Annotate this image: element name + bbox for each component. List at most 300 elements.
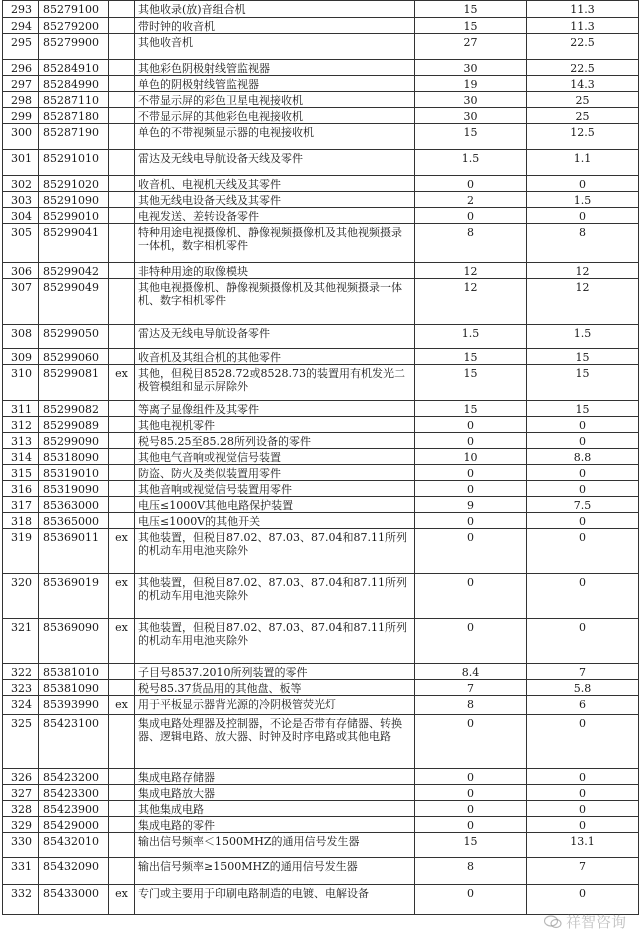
table-row — [3, 60, 639, 76]
rate-2: 0 — [579, 210, 586, 223]
rate-2: 0 — [579, 483, 586, 496]
rate-1-cell — [415, 497, 527, 513]
ex-flag-cell — [109, 574, 135, 619]
rate-1-cell — [415, 279, 527, 325]
goods-description: 带时钟的收音机 — [138, 20, 215, 33]
rate-1: 0 — [467, 717, 474, 730]
goods-description-cell — [135, 279, 415, 325]
ex-flag-cell — [109, 401, 135, 417]
goods-description: 其他彩色阴极射线管监视器 — [138, 62, 270, 75]
table-row — [3, 858, 639, 885]
tariff-table — [2, 0, 639, 915]
rate-1: 0 — [467, 515, 474, 528]
rate-2-cell — [527, 60, 639, 76]
rate-2: 25 — [575, 110, 590, 123]
table-row — [3, 769, 639, 785]
rate-1-cell — [415, 60, 527, 76]
tariff-code: 85299042 — [43, 265, 99, 278]
goods-description: 其他集成电路 — [138, 803, 204, 816]
row-number: 305 — [11, 226, 32, 239]
rate-1: 10 — [463, 451, 478, 464]
tariff-code-cell — [39, 279, 109, 325]
tariff-code-cell — [39, 664, 109, 680]
rate-1-cell — [415, 529, 527, 574]
ex-flag — [109, 513, 134, 515]
rate-1: 0 — [467, 435, 474, 448]
tariff-code: 85423200 — [43, 771, 99, 784]
row-number: 332 — [11, 887, 32, 900]
rate-2: 13.1 — [570, 835, 595, 848]
rate-2: 0 — [579, 803, 586, 816]
tariff-code: 85423100 — [43, 717, 99, 730]
table-row — [3, 1, 639, 18]
goods-description-cell — [135, 92, 415, 108]
rate-2-cell — [527, 92, 639, 108]
rate-2-cell — [527, 619, 639, 664]
tariff-code-cell — [39, 34, 109, 60]
ex-flag-cell — [109, 833, 135, 858]
ex-flag-cell — [109, 263, 135, 279]
rate-1: 0 — [467, 467, 474, 480]
tariff-code: 85365000 — [43, 515, 99, 528]
rate-2: 1.5 — [573, 194, 592, 207]
rate-2-cell — [527, 150, 639, 176]
rate-1-cell — [415, 192, 527, 208]
goods-description-cell — [135, 325, 415, 349]
tariff-code: 85284990 — [43, 78, 99, 91]
rate-2-cell — [527, 433, 639, 449]
rate-1: 30 — [463, 110, 478, 123]
ex-flag-cell — [109, 349, 135, 365]
rate-1-cell — [415, 680, 527, 696]
goods-description: 其他装置，但税目87.02、87.03、87.04和87.11所列的机动车用电池夹除外 — [138, 621, 407, 647]
rate-2-cell — [527, 817, 639, 833]
rate-2-cell — [527, 465, 639, 481]
rate-1: 15 — [463, 3, 478, 16]
rate-1: 1.5 — [461, 152, 480, 165]
row-number-cell — [3, 124, 39, 150]
ex-flag — [109, 60, 134, 62]
table-row — [3, 417, 639, 433]
table-row — [3, 365, 639, 401]
row-number-cell — [3, 18, 39, 34]
rate-1-cell — [415, 108, 527, 124]
table-row — [3, 263, 639, 279]
goods-description: 电视发送、差转设备零件 — [138, 210, 259, 223]
goods-description: 防盗、防火及类似装置用零件 — [138, 467, 281, 480]
rate-1-cell — [415, 18, 527, 34]
rate-2-cell — [527, 192, 639, 208]
tariff-code-cell — [39, 208, 109, 224]
goods-description: 单色的不带视频显示器的电视接收机 — [138, 126, 314, 139]
row-number-cell — [3, 696, 39, 715]
ex-flag-cell — [109, 449, 135, 465]
rate-2-cell — [527, 417, 639, 433]
rate-2-cell — [527, 833, 639, 858]
watermark-text: 祥智咨询 — [565, 913, 626, 931]
ex-flag: ex — [115, 698, 128, 711]
ex-flag-cell — [109, 92, 135, 108]
table-row — [3, 715, 639, 769]
row-number: 317 — [11, 499, 32, 512]
table-row — [3, 885, 639, 915]
ex-flag-cell — [109, 769, 135, 785]
goods-description: 集成电路放大器 — [138, 787, 215, 800]
row-number-cell — [3, 325, 39, 349]
tariff-code: 85299089 — [43, 419, 99, 432]
row-number-cell — [3, 481, 39, 497]
rate-2: 11.3 — [570, 20, 595, 33]
row-number: 296 — [11, 62, 32, 75]
table-row — [3, 325, 639, 349]
row-number-cell — [3, 433, 39, 449]
tariff-code-cell — [39, 497, 109, 513]
row-number-cell — [3, 619, 39, 664]
ex-flag — [109, 833, 134, 835]
goods-description: 集成电路的零件 — [138, 819, 215, 832]
rate-1-cell — [415, 124, 527, 150]
rate-2: 22.5 — [570, 62, 595, 75]
ex-flag-cell — [109, 224, 135, 263]
ex-flag — [109, 124, 134, 126]
rate-2: 5.8 — [573, 682, 592, 695]
tariff-code: 85299090 — [43, 435, 99, 448]
row-number: 320 — [11, 576, 32, 589]
ex-flag: ex — [115, 531, 128, 544]
row-number: 326 — [11, 771, 32, 784]
goods-description-cell — [135, 34, 415, 60]
ex-flag — [109, 92, 134, 94]
table-row — [3, 529, 639, 574]
row-number-cell — [3, 449, 39, 465]
rate-1: 15 — [463, 835, 478, 848]
ex-flag-cell — [109, 715, 135, 769]
ex-flag — [109, 150, 134, 152]
row-number: 327 — [11, 787, 32, 800]
rate-1: 30 — [463, 62, 478, 75]
tariff-code-cell — [39, 574, 109, 619]
tariff-code-cell — [39, 885, 109, 915]
rate-1: 15 — [463, 367, 478, 380]
rate-2-cell — [527, 325, 639, 349]
table-row — [3, 279, 639, 325]
wechat-icon — [544, 915, 562, 929]
rate-2-cell — [527, 858, 639, 885]
row-number: 318 — [11, 515, 32, 528]
tariff-code: 85381010 — [43, 666, 99, 679]
ex-flag: ex — [115, 621, 128, 634]
rate-1: 8 — [467, 698, 474, 711]
rate-1-cell — [415, 481, 527, 497]
goods-description: 专门或主要用于印刷电路制造的电镀、电解设备 — [138, 887, 369, 900]
rate-1-cell — [415, 92, 527, 108]
row-number-cell — [3, 349, 39, 365]
tariff-code-cell — [39, 769, 109, 785]
tariff-code: 85432010 — [43, 835, 99, 848]
goods-description-cell — [135, 715, 415, 769]
ex-flag-cell — [109, 1, 135, 18]
row-number: 324 — [11, 698, 32, 711]
rate-2-cell — [527, 108, 639, 124]
tariff-code-cell — [39, 785, 109, 801]
table-row — [3, 497, 639, 513]
rate-2-cell — [527, 365, 639, 401]
goods-description-cell — [135, 176, 415, 192]
ex-flag: ex — [115, 367, 128, 380]
row-number: 315 — [11, 467, 32, 480]
rate-2-cell — [527, 224, 639, 263]
goods-description-cell — [135, 192, 415, 208]
goods-description-cell — [135, 417, 415, 433]
row-number-cell — [3, 192, 39, 208]
rate-2: 22.5 — [570, 36, 595, 49]
row-number: 298 — [11, 94, 32, 107]
table-row — [3, 349, 639, 365]
goods-description-cell — [135, 858, 415, 885]
goods-description: 单色的阴极射线管监视器 — [138, 78, 259, 91]
tariff-code: 85299041 — [43, 226, 99, 239]
rate-1: 8 — [467, 860, 474, 873]
rate-1: 0 — [467, 771, 474, 784]
rate-2-cell — [527, 279, 639, 325]
row-number: 329 — [11, 819, 32, 832]
rate-2: 15 — [575, 351, 590, 364]
tariff-code: 85279100 — [43, 3, 99, 16]
tariff-code: 85279900 — [43, 36, 99, 49]
row-number-cell — [3, 817, 39, 833]
table-row — [3, 785, 639, 801]
ex-flag — [109, 449, 134, 451]
table-row — [3, 108, 639, 124]
tariff-code: 85279200 — [43, 20, 99, 33]
goods-description-cell — [135, 18, 415, 34]
rate-2-cell — [527, 481, 639, 497]
rate-1-cell — [415, 433, 527, 449]
goods-description: 等离子显像组件及其零件 — [138, 403, 259, 416]
ex-flag — [109, 481, 134, 483]
table-row — [3, 92, 639, 108]
row-number-cell — [3, 574, 39, 619]
rate-1: 0 — [467, 483, 474, 496]
row-number-cell — [3, 176, 39, 192]
goods-description: 电压≤1000V的其他开关 — [138, 515, 261, 528]
tariff-code: 85369011 — [43, 531, 99, 544]
tariff-code-cell — [39, 1, 109, 18]
rate-2-cell — [527, 76, 639, 92]
table-row — [3, 574, 639, 619]
row-number-cell — [3, 801, 39, 817]
row-number-cell — [3, 401, 39, 417]
rate-1: 0 — [467, 621, 474, 634]
goods-description: 其他收录(放)音组合机 — [138, 3, 246, 16]
rate-2-cell — [527, 715, 639, 769]
tariff-code-cell — [39, 176, 109, 192]
rate-1: 0 — [467, 531, 474, 544]
row-number-cell — [3, 465, 39, 481]
row-number: 313 — [11, 435, 32, 448]
row-number: 311 — [11, 403, 32, 416]
rate-2-cell — [527, 696, 639, 715]
ex-flag — [109, 108, 134, 110]
rate-2: 0 — [579, 787, 586, 800]
row-number: 309 — [11, 351, 32, 364]
rate-1: 12 — [463, 281, 478, 294]
rate-2: 11.3 — [570, 3, 595, 16]
rate-1-cell — [415, 801, 527, 817]
tariff-code: 85423300 — [43, 787, 99, 800]
tariff-code-cell — [39, 365, 109, 401]
ex-flag — [109, 858, 134, 860]
ex-flag-cell — [109, 481, 135, 497]
rate-2-cell — [527, 769, 639, 785]
tariff-code-cell — [39, 124, 109, 150]
ex-flag — [109, 224, 134, 226]
ex-flag-cell — [109, 417, 135, 433]
ex-flag-cell — [109, 497, 135, 513]
rate-1-cell — [415, 885, 527, 915]
row-number-cell — [3, 1, 39, 18]
goods-description-cell — [135, 680, 415, 696]
rate-1: 0 — [467, 210, 474, 223]
goods-description-cell — [135, 263, 415, 279]
row-number-cell — [3, 365, 39, 401]
goods-description-cell — [135, 619, 415, 664]
tariff-code-cell — [39, 108, 109, 124]
goods-description: 其他装置，但税目87.02、87.03、87.04和87.11所列的机动车用电池夹除外 — [138, 576, 407, 602]
tariff-code: 85429000 — [43, 819, 99, 832]
rate-2-cell — [527, 449, 639, 465]
row-number-cell — [3, 92, 39, 108]
row-number: 312 — [11, 419, 32, 432]
tariff-code: 85433000 — [43, 887, 99, 900]
tariff-code-cell — [39, 817, 109, 833]
goods-description: 不带显示屏的彩色卫星电视接收机 — [138, 94, 303, 107]
row-number-cell — [3, 279, 39, 325]
row-number: 295 — [11, 36, 32, 49]
goods-description-cell — [135, 833, 415, 858]
rate-2: 0 — [579, 771, 586, 784]
row-number: 322 — [11, 666, 32, 679]
table-row — [3, 34, 639, 60]
ex-flag-cell — [109, 208, 135, 224]
ex-flag — [109, 349, 134, 351]
tariff-code-cell — [39, 481, 109, 497]
goods-description: 收音机及其组合机的其他零件 — [138, 351, 281, 364]
goods-description-cell — [135, 449, 415, 465]
tariff-code: 85291090 — [43, 194, 99, 207]
rate-1: 15 — [463, 126, 478, 139]
goods-description: 税号85.25至85.28所列设备的零件 — [138, 435, 311, 448]
tariff-code: 85299049 — [43, 281, 99, 294]
tariff-code-cell — [39, 696, 109, 715]
rate-2-cell — [527, 513, 639, 529]
rate-1-cell — [415, 417, 527, 433]
table-row — [3, 150, 639, 176]
rate-1: 8 — [467, 226, 474, 239]
rate-2: 6 — [579, 698, 586, 711]
ex-flag — [109, 18, 134, 20]
goods-description-cell — [135, 401, 415, 417]
rate-2-cell — [527, 18, 639, 34]
goods-description-cell — [135, 574, 415, 619]
tariff-code-cell — [39, 192, 109, 208]
row-number: 314 — [11, 451, 32, 464]
row-number: 303 — [11, 194, 32, 207]
tariff-code-cell — [39, 401, 109, 417]
rate-1: 15 — [463, 351, 478, 364]
goods-description-cell — [135, 769, 415, 785]
goods-description: 子目号8537.2010所列装置的零件 — [138, 666, 308, 679]
row-number: 330 — [11, 835, 32, 848]
table-body — [3, 1, 639, 915]
goods-description: 不带显示屏的其他彩色电视接收机 — [138, 110, 303, 123]
rate-1-cell — [415, 1, 527, 18]
rate-1-cell — [415, 619, 527, 664]
rate-2-cell — [527, 497, 639, 513]
ex-flag-cell — [109, 680, 135, 696]
tariff-code: 85291010 — [43, 152, 99, 165]
rate-2: 12.5 — [570, 126, 595, 139]
rate-1-cell — [415, 325, 527, 349]
ex-flag-cell — [109, 785, 135, 801]
table-row — [3, 664, 639, 680]
ex-flag-cell — [109, 124, 135, 150]
rate-1-cell — [415, 224, 527, 263]
tariff-code-cell — [39, 833, 109, 858]
ex-flag — [109, 664, 134, 666]
row-number: 316 — [11, 483, 32, 496]
ex-flag — [109, 465, 134, 467]
goods-description: 用于平板显示器背光源的冷阴极管荧光灯 — [138, 698, 336, 711]
row-number: 328 — [11, 803, 32, 816]
ex-flag-cell — [109, 619, 135, 664]
tariff-code: 85291020 — [43, 178, 99, 191]
ex-flag — [109, 76, 134, 78]
goods-description-cell — [135, 224, 415, 263]
row-number-cell — [3, 529, 39, 574]
rate-2-cell — [527, 529, 639, 574]
rate-2: 0 — [579, 515, 586, 528]
ex-flag — [109, 208, 134, 210]
rate-2: 0 — [579, 819, 586, 832]
row-number-cell — [3, 785, 39, 801]
rate-2-cell — [527, 574, 639, 619]
rate-1-cell — [415, 769, 527, 785]
rate-2-cell — [527, 176, 639, 192]
goods-description-cell — [135, 497, 415, 513]
goods-description-cell — [135, 465, 415, 481]
table-row — [3, 176, 639, 192]
table-row — [3, 224, 639, 263]
ex-flag-cell — [109, 433, 135, 449]
tariff-code-cell — [39, 801, 109, 817]
table-row — [3, 465, 639, 481]
goods-description-cell — [135, 817, 415, 833]
rate-2: 0 — [579, 178, 586, 191]
row-number-cell — [3, 497, 39, 513]
ex-flag — [109, 279, 134, 281]
row-number-cell — [3, 263, 39, 279]
goods-description-cell — [135, 885, 415, 915]
rate-2: 7 — [579, 860, 586, 873]
rate-2: 14.3 — [570, 78, 595, 91]
row-number: 301 — [11, 152, 32, 165]
tariff-code-cell — [39, 858, 109, 885]
goods-description-cell — [135, 108, 415, 124]
rate-2-cell — [527, 263, 639, 279]
table-row — [3, 481, 639, 497]
watermark — [544, 911, 626, 932]
